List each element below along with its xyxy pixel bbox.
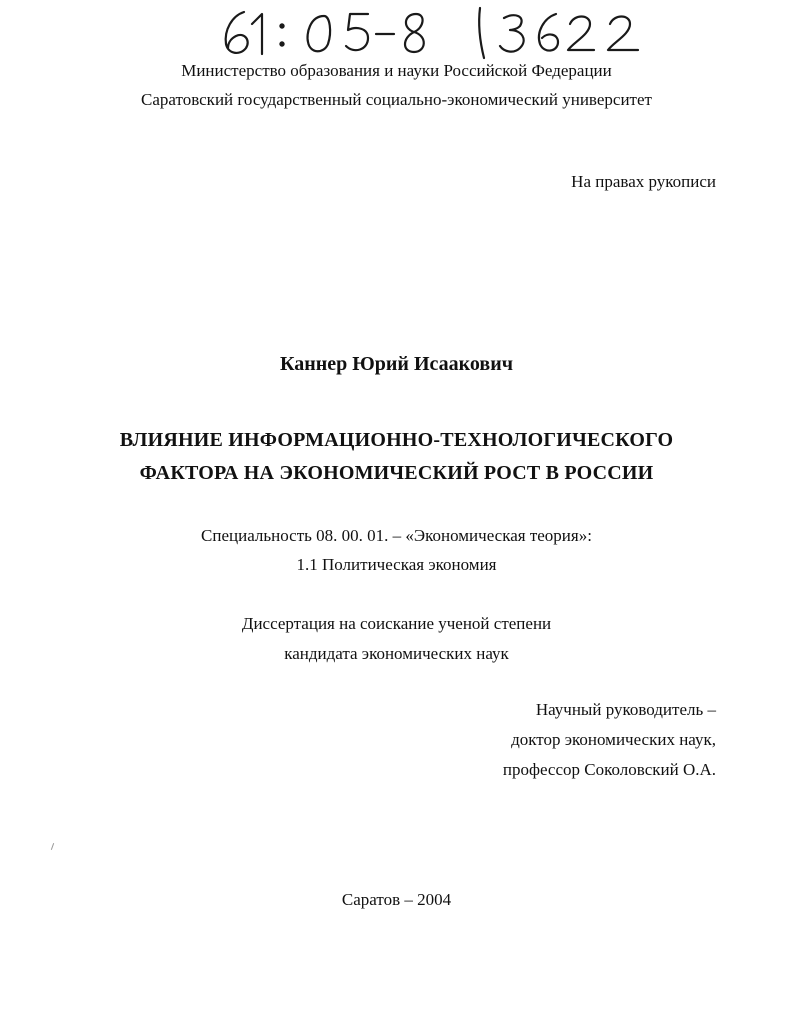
- specialty-line-1: Специальность 08. 00. 01. – «Экономическая теория»:: [201, 526, 592, 545]
- ministry-name: Министерство образования и науки Российской Федерации: [181, 61, 612, 80]
- city-year: Саратов – 2004: [341, 890, 452, 909]
- degree-line-1: Диссертация на соискание ученой степени: [241, 614, 552, 633]
- manuscript-note: На правах рукописи: [571, 172, 716, 191]
- specialty-line-2: 1.1 Политическая экономия: [296, 555, 497, 574]
- supervisor-line-1: Научный руководитель –: [535, 700, 716, 719]
- scan-speck: [51, 843, 54, 850]
- supervisor-line-3: профессор Соколовский О.А.: [502, 760, 716, 779]
- degree-line-2: кандидата экономических наук: [284, 644, 509, 663]
- author-name: Каннер Юрий Исаакович: [279, 353, 514, 375]
- thesis-title-line-2: ФАКТОРА НА ЭКОНОМИЧЕСКИЙ РОСТ В РОССИИ: [139, 462, 654, 484]
- handwritten-archive-number: [218, 4, 658, 60]
- supervisor-line-2: доктор экономических наук,: [511, 730, 716, 749]
- university-name: Саратовский государственный социально-экономический университет: [141, 90, 652, 109]
- thesis-title-line-1: ВЛИЯНИЕ ИНФОРМАЦИОННО-ТЕХНОЛОГИЧЕСКОГО: [119, 429, 674, 451]
